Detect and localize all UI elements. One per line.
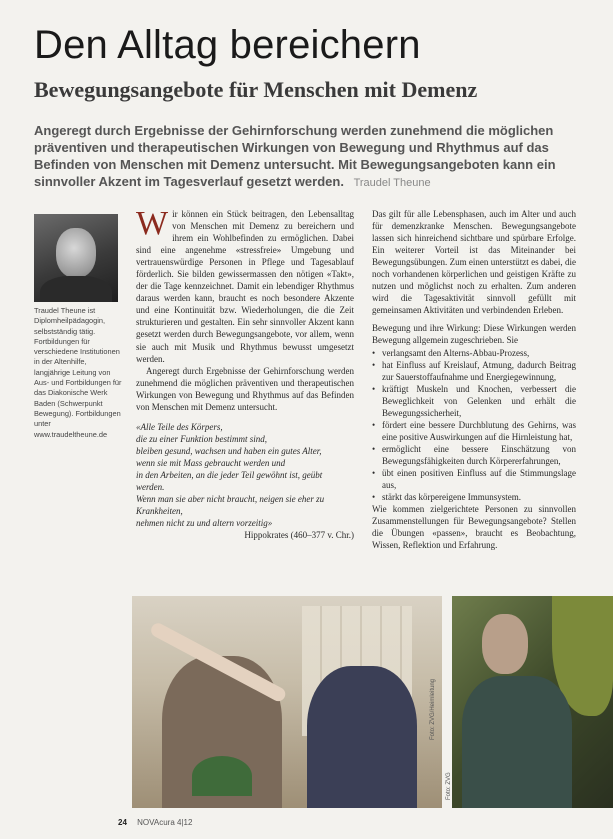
body-paragraph-2: Angeregt durch Ergebnisse der Gehirnforschung werden zunehmend die möglichen präventiven und therapeutischen Wirkungen von Bewegung und Rhythmus auf das Befinden von Menschen mit Demenz untersucht. [136,365,354,412]
list-item: • stärkt das körpereigene Immunsystem. [372,491,576,503]
effects-list [372,347,576,504]
photo-credit-1: Foto: ZVG/Heimleitung [430,678,436,740]
list-item: • ermöglicht eine bessere Einschätzung von Bewegungsfähigkeiten durch Körpererfahrungen, [372,443,576,467]
lead-text: Angeregt durch Ergebnisse der Gehirnforschung werden zunehmend die möglichen präventiven und therapeutischen Wirkungen von Bewegung und Rhythmus auf das Befinden von Menschen mit Demenz untersucht. Mit Bewegungsangeboten kann ein sinnvoller Akzent im Tagesverlauf gesetzt werden. [34,123,556,189]
lead-paragraph [34,122,574,192]
body-paragraph-4: Bewegung und ihre Wirkung: Diese Wirkungen werden Bewegung allgemein zugeschrieben. Sie [372,323,576,346]
portrait-face [56,228,96,278]
body-paragraph-1 [136,205,354,365]
group-exercise-photo [132,596,442,808]
photo-man-body [462,676,572,808]
drop-cap: W [136,205,169,242]
list-item: • fördert eine bessere Durchblutung des Gehirns, was eine positive Auswirkungen auf die Hirnleistung hat, [372,419,576,443]
quote-line: bleiben gesund, wachsen und haben ein gutes Alter, [136,445,322,456]
magazine-issue: NOVAcura 4|12 [137,818,193,827]
quote-line: die zu einer Funktion bestimmt sind, [136,433,267,444]
author-portrait [34,214,118,302]
page-number: 24 [118,818,127,827]
hippocrates-quote [136,421,354,541]
paragraph-1-text: ir können ein Stück beitragen, den Lebensalltag von Menschen mit Demenz zu bereichern und ihrem ein Wohlbefinden zu ermöglichen. Dabei sind eine angenehme «stressfreie» Umgebung und vertrauenswürdige Personen in Pflege und Tagesablauf förderlich. Sie bilden gewissermassen den nötigen «Takt», der die Tage kennzeichnet. Damit ein lebendiger Rhythmus daraus werden kann, braucht es noch besondere Akzente und eine Kontinuität bzw. Wiederholungen, die die Zeit strukturieren und gestalten. Ein sehr sinnvoller Akzent kann gesetzt werden durch Bewegungsangebote, vor allem, wenn sie auch mit Musik und Rhythmus bewusst umgesetzt werden. [136,209,354,364]
photo-plant [192,756,252,796]
photo-person-right [307,666,417,808]
article-subtitle: Bewegungsangebote für Menschen mit Demenz [34,77,478,102]
photo-credit-2: Foto: ZVG [446,772,452,800]
quote-line: Wenn man sie aber nicht braucht, neigen sie eher zu [136,494,325,505]
quote-attribution: Hippokrates (460–377 v. Chr.) [244,530,354,541]
body-paragraph-5: Wie kommen zielgerichtete Personen zu sinnvollen Zusammenstellungen für Bewegungsangebote? Stellen die Übungen «passen», braucht es Beobachtung, Wissen, Reflektion und Erfahrung. [372,504,576,551]
quote-line: nehmen nicht zu und altern vorzeitig» [136,518,273,529]
elderly-man-photo [452,596,613,808]
quote-line: «Alle Teile des Körpers, [136,421,223,432]
portrait-shoulders [40,276,112,302]
body-column-2 [372,208,576,551]
quote-line: in den Arbeiten, an die jeder Teil gewöhnt ist, geübt [136,469,323,480]
page-footer [118,818,192,827]
photo-man-head [482,614,528,674]
quote-line: wenn sie mit Mass gebraucht werden und [136,457,286,468]
list-item: • hat Einfluss auf Kreislauf, Atmung, dadurch Beitrag zur Sauerstoffaufnahme und Energiegewinnung, [372,359,576,383]
body-paragraph-3: Das gilt für alle Lebensphasen, auch im Alter und auch für demenzkranke Menschen. Bewegungsangebote lassen sich hinreichend sichtbare und spürbare Erfolge. Ein weiterer Vorteil ist das Miteinander bei Bewegungsübungen. Zum einen unterstützt es dabei, die noch vorhandenen körperlichen und geistigen Kräfte zu nutzen und möglichst noch zu erhalten. Zum anderen wird die Tagesaktivität sinnvoll gefüllt mit gemeinsamen Aktivitäten und verbindenden Erleben. [372,209,576,316]
body-column-1 [136,205,354,541]
list-item: • kräftigt Muskeln und Knochen, verbessert die Beweglichkeit von Gelenken und erhält die Bewegungssicherheit, [372,383,576,419]
author-caption: Traudel Theune ist Diplomheilpädagogin, selbstständig tätig. Fortbildungen für verschiedene Institutionen in der Altenhilfe, langjährige Leitung von Aus- und Fortbildungen für das Diakonische Werk Baden (Schwerpunkt Bewegung). Fortbildungen unter www.traudeltheune.de [34,306,122,439]
list-item: • übt einen positiven Einfluss auf die Stimmungslage aus, [372,467,576,491]
author-byline: Traudel Theune [353,177,431,189]
quote-line: werden. [136,482,165,493]
list-item: • verlangsamt den Alterns-Abbau-Prozess, [372,347,576,359]
article-title: Den Alltag bereichern [34,23,421,67]
quote-line: Krankheiten, [136,506,183,517]
